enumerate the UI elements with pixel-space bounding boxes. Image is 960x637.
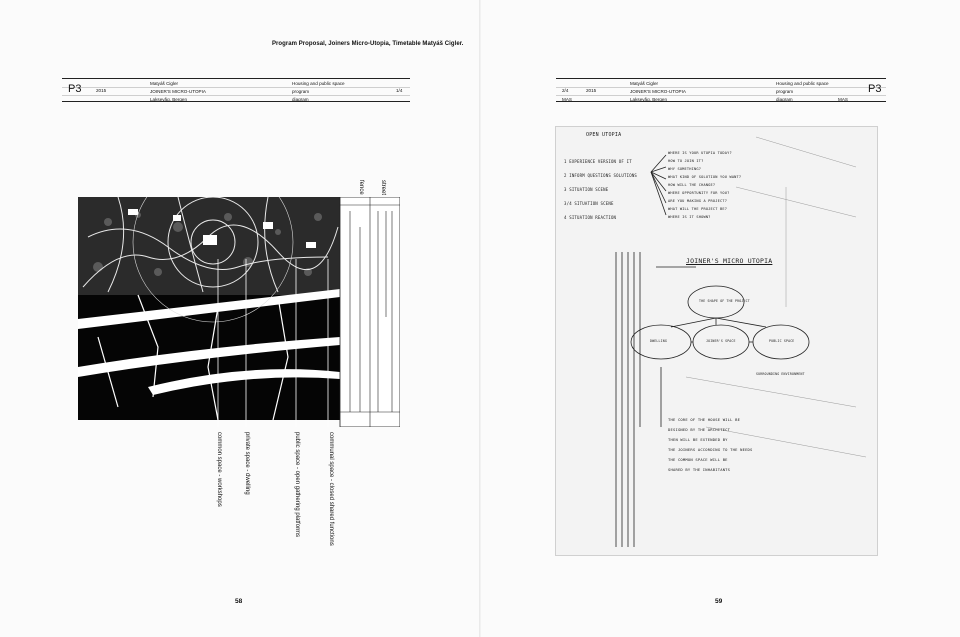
left-header-table xyxy=(62,78,410,102)
dense-zone xyxy=(78,197,340,295)
left-header-type: program xyxy=(292,89,310,94)
sketch-question-9: WHERE IS IT SHOWN? xyxy=(668,215,711,219)
sketch-note-5: THE COMMON SPACE WILL BE xyxy=(668,457,728,462)
col-label-fence: fence xyxy=(358,180,364,195)
page-title: Program Proposal, Joiners Micro-Utopia, Timetable Matyáš Cigler. xyxy=(272,41,464,47)
right-header-kind: diagram xyxy=(776,97,793,102)
sketch-question-5: HOW WILL THE CHANGE? xyxy=(668,183,716,187)
sketch-question-7: ARE YOU MAKING A PROJECT? xyxy=(668,199,728,203)
right-header-table xyxy=(556,78,886,102)
sketch-node-shape: THE SHAPE OF THE PROJECT xyxy=(699,299,750,303)
sketch-question-6: WHERE OPPORTUNITY FOR YOU? xyxy=(668,191,730,195)
sketch-note-6: SHARED BY THE INHABITANTS xyxy=(668,467,731,472)
sketch-list-2: 2 INFORM QUESTIONS SOLUTIONS xyxy=(564,173,638,178)
line-label-common: common space - workshops xyxy=(216,432,222,507)
right-header-subject: Housing and public space xyxy=(776,81,829,86)
left-header-subject: Housing and public space xyxy=(292,81,345,86)
right-header-code2: MAS xyxy=(838,97,848,102)
right-header-sheet: 2/4 xyxy=(562,88,569,93)
left-header-kind: diagram xyxy=(292,97,309,102)
line-label-public: public space - open gathering platforms xyxy=(294,432,300,538)
sketch-note-3: THEN WILL BE EXTENDED BY xyxy=(668,437,728,442)
sketch-note-1: THE CORE OF THE HOUSE WILL BE xyxy=(668,417,741,422)
sketch-question-1: WHERE IS YOUR UTOPIA TODAY? xyxy=(668,151,732,155)
sketch-node-joiners: JOINER'S SPACE xyxy=(706,339,736,343)
sketch-note-4: THE JOINERS ACCORDING TO THE NEEDS xyxy=(668,447,753,452)
sketch-node-dwelling: DWELLING xyxy=(650,339,667,343)
left-header-year: 2015 xyxy=(96,88,107,93)
sketch-title: JOINER'S MICRO UTOPIA xyxy=(686,257,773,265)
right-header-type: program xyxy=(776,89,794,94)
line-label-private: private space - dwelling xyxy=(244,432,250,495)
book-gutter xyxy=(479,0,481,637)
right-header-left-code: MAS xyxy=(562,97,572,102)
site-map-diagram xyxy=(78,197,400,427)
page-number-left: 58 xyxy=(235,598,243,605)
sketch-node-surrounding: SURROUNDING ENVIRONMENT xyxy=(756,372,805,376)
sketch-question-3: WHY SOMETHING? xyxy=(668,167,702,171)
sketch-node-public: PUBLIC SPACE xyxy=(769,339,795,343)
sketch-question-4: WHAT KIND OF SOLUTION YOU WANT? xyxy=(668,175,742,179)
sketch-list-5: 4 SITUATION REACTION xyxy=(564,215,617,220)
sketch-note-2: DESIGNED BY THE ARCHITECT xyxy=(668,427,731,432)
right-header-title: JOINER'S MICRO-UTOPIA xyxy=(630,89,686,94)
right-header-location: Laksevåg, Bergen xyxy=(630,97,668,102)
col-label-street: street xyxy=(380,180,386,196)
page-number-right: 59 xyxy=(715,598,723,605)
left-header-sheet: 1/4 xyxy=(396,88,403,93)
hand-sketch xyxy=(555,126,878,556)
sketch-question-2: HOW TO JOIN IT? xyxy=(668,159,704,163)
left-header-location: Laksevåg, Bergen xyxy=(150,97,188,102)
left-header-name: Matyáš Cigler xyxy=(150,81,179,86)
sketch-question-8: WHAT WILL THE PROJECT BE? xyxy=(668,207,728,211)
right-header-year: 2015 xyxy=(586,88,597,93)
sketch-list-4: 3/4 SITUATION SCENE xyxy=(564,201,614,206)
sketch-list-1: 1 EXPERIENCE VERSION OF IT xyxy=(564,159,632,164)
right-header-code: P3 xyxy=(868,83,882,95)
line-label-communal: communal space - closed shared functions xyxy=(328,432,334,546)
left-header-code: P3 xyxy=(68,83,82,95)
sketch-list-3: 3 SITUATION SCENE xyxy=(564,187,609,192)
left-header-title: JOINER'S MICRO-UTOPIA xyxy=(150,89,206,94)
right-header-name: Matyáš Cigler xyxy=(630,81,659,86)
sketch-heading: OPEN UTOPIA xyxy=(586,132,622,138)
